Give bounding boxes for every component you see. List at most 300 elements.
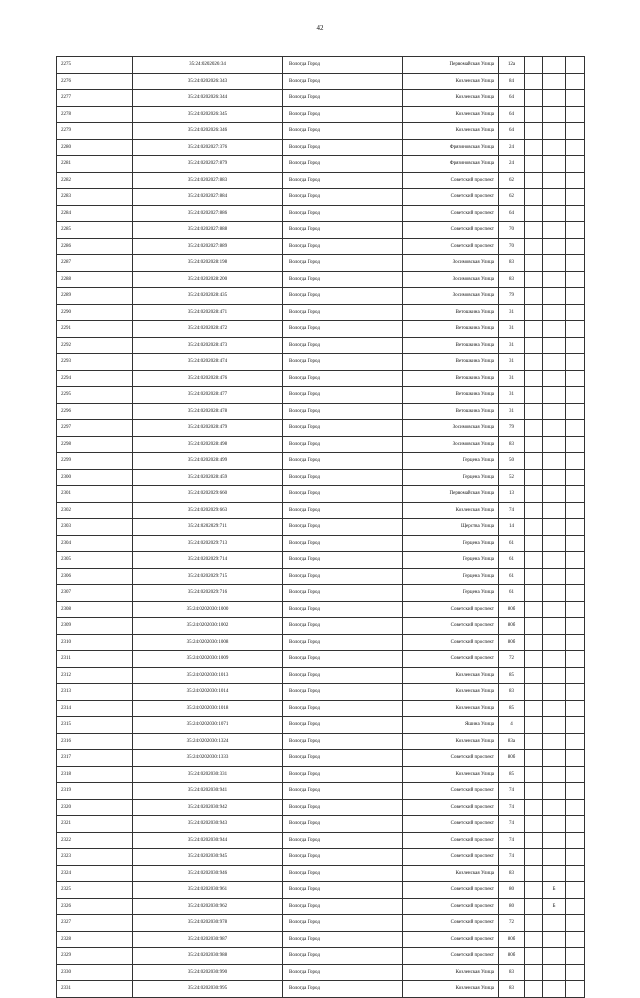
building-cell	[525, 519, 543, 536]
street-cell: Герцена Улица	[403, 568, 499, 585]
cadastral-number-cell: 35:24:0202030:331	[133, 766, 283, 783]
letter-cell	[543, 321, 566, 338]
cadastral-number-cell: 35:24:0202029:714	[133, 552, 283, 569]
street-cell: Козленская Улица	[403, 981, 499, 998]
building-cell	[525, 733, 543, 750]
house-number-cell: 80б	[499, 618, 525, 635]
building-cell	[525, 700, 543, 717]
building-cell	[525, 816, 543, 833]
house-number-cell: 70	[499, 238, 525, 255]
record-number-cell: 2302	[57, 502, 133, 519]
letter-cell	[543, 700, 566, 717]
apartment-cell	[566, 156, 585, 173]
letter-cell: Б	[543, 898, 566, 915]
record-number-cell: 2296	[57, 403, 133, 420]
apartment-cell	[566, 57, 585, 74]
cadastral-number-cell: 35:24:0202028:472	[133, 321, 283, 338]
city-cell: Вологда Город	[283, 799, 403, 816]
letter-cell	[543, 783, 566, 800]
apartment-cell	[566, 106, 585, 123]
apartment-cell	[566, 90, 585, 107]
street-cell: Советский проспект	[403, 783, 499, 800]
house-number-cell: 72	[499, 915, 525, 932]
house-number-cell: 80	[499, 898, 525, 915]
house-number-cell: 83	[499, 255, 525, 272]
house-number-cell: 83	[499, 271, 525, 288]
building-cell	[525, 915, 543, 932]
table-row	[57, 453, 585, 470]
letter-cell	[543, 139, 566, 156]
table-row	[57, 436, 585, 453]
apartment-cell	[566, 568, 585, 585]
city-cell: Вологда Город	[283, 898, 403, 915]
street-cell: Советский проспект	[403, 832, 499, 849]
cadastral-number-cell: 35:24:0202030:1000	[133, 601, 283, 618]
record-number-cell: 2331	[57, 981, 133, 998]
apartment-cell	[566, 123, 585, 140]
cadastral-number-cell: 35:24:0202030:942	[133, 799, 283, 816]
house-number-cell: 13	[499, 486, 525, 503]
cadastral-number-cell: 35:24:0202030:987	[133, 931, 283, 948]
apartment-cell	[566, 370, 585, 387]
house-number-cell: 70	[499, 222, 525, 239]
house-number-cell: 80б	[499, 634, 525, 651]
building-cell	[525, 585, 543, 602]
table-row	[57, 535, 585, 552]
building-cell	[525, 486, 543, 503]
city-cell: Вологда Город	[283, 849, 403, 866]
house-number-cell: 85	[499, 766, 525, 783]
record-number-cell: 2287	[57, 255, 133, 272]
street-cell: Советский проспект	[403, 651, 499, 668]
record-number-cell: 2276	[57, 73, 133, 90]
page-number: 42	[316, 24, 324, 32]
letter-cell	[543, 717, 566, 734]
street-cell: Козленская Улица	[403, 964, 499, 981]
letter-cell	[543, 651, 566, 668]
table-row	[57, 799, 585, 816]
letter-cell	[543, 684, 566, 701]
record-number-cell: 2280	[57, 139, 133, 156]
cadastral-number-cell: 35:24:0202028:478	[133, 403, 283, 420]
letter-cell	[543, 799, 566, 816]
cadastral-number-cell: 35:24:0202030:944	[133, 832, 283, 849]
record-number-cell: 2318	[57, 766, 133, 783]
street-cell: Советский проспект	[403, 931, 499, 948]
street-cell: Козленская Улица	[403, 733, 499, 750]
apartment-cell	[566, 205, 585, 222]
building-cell	[525, 189, 543, 206]
street-cell: Советский проспект	[403, 205, 499, 222]
cadastral-number-cell: 35:24:0202028:479	[133, 420, 283, 437]
table-row	[57, 189, 585, 206]
house-number-cell: 62	[499, 189, 525, 206]
record-number-cell: 2309	[57, 618, 133, 635]
record-number-cell: 2313	[57, 684, 133, 701]
house-number-cell: 61	[499, 585, 525, 602]
building-cell	[525, 634, 543, 651]
house-number-cell: 61	[499, 535, 525, 552]
cadastral-number-cell: 35:24:0202028:498	[133, 436, 283, 453]
cadastral-number-cell: 35:24:0202030:988	[133, 948, 283, 965]
city-cell: Вологда Город	[283, 552, 403, 569]
house-number-cell: 14	[499, 519, 525, 536]
house-number-cell: 79	[499, 420, 525, 437]
building-cell	[525, 304, 543, 321]
apartment-cell	[566, 915, 585, 932]
apartment-cell	[566, 601, 585, 618]
building-cell	[525, 502, 543, 519]
cadastral-number-cell: 35:24:0202026:343	[133, 73, 283, 90]
record-number-cell: 2323	[57, 849, 133, 866]
table-row	[57, 205, 585, 222]
table-row	[57, 882, 585, 899]
house-number-cell: 85	[499, 667, 525, 684]
house-number-cell: 80б	[499, 948, 525, 965]
apartment-cell	[566, 172, 585, 189]
table-row	[57, 271, 585, 288]
street-cell: Ветошкина Улица	[403, 321, 499, 338]
apartment-cell	[566, 552, 585, 569]
record-number-cell: 2312	[57, 667, 133, 684]
building-cell	[525, 601, 543, 618]
cadastral-number-cell: 35:24:0202026:346	[133, 123, 283, 140]
street-cell: Козленская Улица	[403, 123, 499, 140]
table-row	[57, 733, 585, 750]
cadastral-number-cell: 35:24:0202027:376	[133, 139, 283, 156]
table-row	[57, 898, 585, 915]
house-number-cell: 31	[499, 321, 525, 338]
letter-cell	[543, 667, 566, 684]
apartment-cell	[566, 519, 585, 536]
apartment-cell	[566, 931, 585, 948]
street-cell: Советский проспект	[403, 172, 499, 189]
table-row	[57, 981, 585, 998]
street-cell: Козленская Улица	[403, 106, 499, 123]
letter-cell	[543, 931, 566, 948]
cadastral-number-cell: 35:24:0202027:879	[133, 156, 283, 173]
letter-cell	[543, 766, 566, 783]
building-cell	[525, 535, 543, 552]
apartment-cell	[566, 354, 585, 371]
table-row	[57, 156, 585, 173]
cadastral-number-cell: 35:24:0202029:663	[133, 502, 283, 519]
letter-cell	[543, 189, 566, 206]
house-number-cell: 74	[499, 799, 525, 816]
city-cell: Вологда Город	[283, 618, 403, 635]
apartment-cell	[566, 948, 585, 965]
building-cell	[525, 321, 543, 338]
city-cell: Вологда Город	[283, 139, 403, 156]
record-number-cell: 2321	[57, 816, 133, 833]
house-number-cell: 31	[499, 337, 525, 354]
street-cell: Ветошкина Улица	[403, 403, 499, 420]
apartment-cell	[566, 222, 585, 239]
letter-cell	[543, 502, 566, 519]
letter-cell	[543, 222, 566, 239]
apartment-cell	[566, 73, 585, 90]
house-number-cell: 79	[499, 288, 525, 305]
cadastral-number-cell: 35:24:0202029:713	[133, 535, 283, 552]
record-number-cell: 2294	[57, 370, 133, 387]
building-cell	[525, 139, 543, 156]
cadastral-number-cell: 35:24:0202026:345	[133, 106, 283, 123]
record-number-cell: 2277	[57, 90, 133, 107]
city-cell: Вологда Город	[283, 403, 403, 420]
building-cell	[525, 931, 543, 948]
cadastral-number-cell: 35:24:0202029:711	[133, 519, 283, 536]
street-cell: Советский проспект	[403, 238, 499, 255]
city-cell: Вологда Город	[283, 882, 403, 899]
apartment-cell	[566, 618, 585, 635]
cadastral-number-cell: 35:24:0202030:941	[133, 783, 283, 800]
record-number-cell: 2298	[57, 436, 133, 453]
street-cell: Советский проспект	[403, 915, 499, 932]
table-row	[57, 387, 585, 404]
cadastral-number-cell: 35:24:0202028:459	[133, 469, 283, 486]
record-number-cell: 2292	[57, 337, 133, 354]
building-cell	[525, 387, 543, 404]
table-row	[57, 90, 585, 107]
building-cell	[525, 651, 543, 668]
table-row	[57, 700, 585, 717]
table-row	[57, 106, 585, 123]
cadastral-number-cell: 35:24:0202030:995	[133, 981, 283, 998]
city-cell: Вологда Город	[283, 684, 403, 701]
house-number-cell: 83	[499, 865, 525, 882]
table-row	[57, 766, 585, 783]
city-cell: Вологда Город	[283, 90, 403, 107]
city-cell: Вологда Город	[283, 271, 403, 288]
city-cell: Вологда Город	[283, 486, 403, 503]
building-cell	[525, 403, 543, 420]
letter-cell	[543, 255, 566, 272]
street-cell: Козленская Улица	[403, 766, 499, 783]
table-row	[57, 585, 585, 602]
table-row	[57, 849, 585, 866]
record-number-cell: 2286	[57, 238, 133, 255]
house-number-cell: 12а	[499, 57, 525, 74]
table-row	[57, 238, 585, 255]
apartment-cell	[566, 634, 585, 651]
house-number-cell: 24	[499, 156, 525, 173]
house-number-cell: 72	[499, 651, 525, 668]
building-cell	[525, 964, 543, 981]
cadastral-number-cell: 35:24:0202030:946	[133, 865, 283, 882]
letter-cell	[543, 519, 566, 536]
city-cell: Вологда Город	[283, 717, 403, 734]
record-number-cell: 2307	[57, 585, 133, 602]
apartment-cell	[566, 255, 585, 272]
record-number-cell: 2314	[57, 700, 133, 717]
record-number-cell: 2328	[57, 931, 133, 948]
street-cell: Советский проспект	[403, 799, 499, 816]
letter-cell	[543, 387, 566, 404]
city-cell: Вологда Город	[283, 865, 403, 882]
table-row	[57, 684, 585, 701]
apartment-cell	[566, 733, 585, 750]
table-row	[57, 502, 585, 519]
building-cell	[525, 849, 543, 866]
building-cell	[525, 271, 543, 288]
building-cell	[525, 172, 543, 189]
city-cell: Вологда Город	[283, 535, 403, 552]
city-cell: Вологда Город	[283, 106, 403, 123]
table-row	[57, 915, 585, 932]
table-row	[57, 403, 585, 420]
building-cell	[525, 783, 543, 800]
building-cell	[525, 750, 543, 767]
building-cell	[525, 156, 543, 173]
cadastral-number-cell: 35:24:0202030:1014	[133, 684, 283, 701]
apartment-cell	[566, 717, 585, 734]
cadastral-number-cell: 35:24:0202028:200	[133, 271, 283, 288]
letter-cell	[543, 849, 566, 866]
house-number-cell: 64	[499, 123, 525, 140]
city-cell: Вологда Город	[283, 436, 403, 453]
letter-cell	[543, 90, 566, 107]
building-cell	[525, 123, 543, 140]
apartment-cell	[566, 304, 585, 321]
building-cell	[525, 420, 543, 437]
building-cell	[525, 255, 543, 272]
apartment-cell	[566, 288, 585, 305]
building-cell	[525, 288, 543, 305]
street-cell: Зосимовская Улица	[403, 255, 499, 272]
letter-cell	[543, 288, 566, 305]
table-row	[57, 123, 585, 140]
record-number-cell: 2279	[57, 123, 133, 140]
house-number-cell: 74	[499, 783, 525, 800]
house-number-cell: 64	[499, 90, 525, 107]
building-cell	[525, 354, 543, 371]
letter-cell	[543, 354, 566, 371]
cadastral-number-cell: 35:24:0202028:473	[133, 337, 283, 354]
building-cell	[525, 57, 543, 74]
table-row	[57, 288, 585, 305]
table-row	[57, 469, 585, 486]
table-row	[57, 667, 585, 684]
apartment-cell	[566, 403, 585, 420]
cadastral-number-cell: 35:24:0202028:198	[133, 255, 283, 272]
apartment-cell	[566, 139, 585, 156]
street-cell: Ветошкина Улица	[403, 354, 499, 371]
city-cell: Вологда Город	[283, 667, 403, 684]
table-row	[57, 73, 585, 90]
apartment-cell	[566, 667, 585, 684]
street-cell: Герцена Улица	[403, 552, 499, 569]
apartment-cell	[566, 849, 585, 866]
house-number-cell: 83	[499, 684, 525, 701]
table-row	[57, 832, 585, 849]
record-number-cell: 2325	[57, 882, 133, 899]
city-cell: Вологда Город	[283, 337, 403, 354]
record-number-cell: 2290	[57, 304, 133, 321]
street-cell: Герцена Улица	[403, 585, 499, 602]
building-cell	[525, 238, 543, 255]
apartment-cell	[566, 585, 585, 602]
house-number-cell: 62	[499, 172, 525, 189]
city-cell: Вологда Город	[283, 354, 403, 371]
letter-cell	[543, 172, 566, 189]
house-number-cell: 83	[499, 436, 525, 453]
house-number-cell: 83	[499, 964, 525, 981]
letter-cell	[543, 271, 566, 288]
building-cell	[525, 106, 543, 123]
letter-cell	[543, 832, 566, 849]
apartment-cell	[566, 700, 585, 717]
building-cell	[525, 552, 543, 569]
city-cell: Вологда Город	[283, 205, 403, 222]
building-cell	[525, 882, 543, 899]
house-number-cell: 74	[499, 816, 525, 833]
building-cell	[525, 222, 543, 239]
cadastral-number-cell: 35:24:0202029:715	[133, 568, 283, 585]
building-cell	[525, 948, 543, 965]
city-cell: Вологда Город	[283, 585, 403, 602]
table-row	[57, 321, 585, 338]
record-number-cell: 2327	[57, 915, 133, 932]
apartment-cell	[566, 271, 585, 288]
city-cell: Вологда Город	[283, 634, 403, 651]
cadastral-number-cell: 35:24:0202030:1333	[133, 750, 283, 767]
letter-cell	[543, 238, 566, 255]
apartment-cell	[566, 337, 585, 354]
record-number-cell: 2322	[57, 832, 133, 849]
letter-cell	[543, 865, 566, 882]
apartment-cell	[566, 321, 585, 338]
building-cell	[525, 469, 543, 486]
record-number-cell: 2285	[57, 222, 133, 239]
registry-table	[56, 56, 585, 998]
house-number-cell: 50	[499, 453, 525, 470]
street-cell: Козленская Улица	[403, 502, 499, 519]
apartment-cell	[566, 783, 585, 800]
record-number-cell: 2289	[57, 288, 133, 305]
record-number-cell: 2283	[57, 189, 133, 206]
street-cell: Ветошкина Улица	[403, 370, 499, 387]
city-cell: Вологда Город	[283, 519, 403, 536]
letter-cell	[543, 948, 566, 965]
record-number-cell: 2306	[57, 568, 133, 585]
cadastral-number-cell: 35:24:0202029:716	[133, 585, 283, 602]
table-row	[57, 816, 585, 833]
city-cell: Вологда Город	[283, 783, 403, 800]
letter-cell	[543, 601, 566, 618]
street-cell: Советский проспект	[403, 849, 499, 866]
cadastral-number-cell: 35:24:0202027:886	[133, 205, 283, 222]
apartment-cell	[566, 535, 585, 552]
table-row	[57, 552, 585, 569]
house-number-cell: 80б	[499, 601, 525, 618]
city-cell: Вологда Город	[283, 370, 403, 387]
street-cell: Зосимовская Улица	[403, 288, 499, 305]
house-number-cell: 84	[499, 73, 525, 90]
table-row	[57, 865, 585, 882]
apartment-cell	[566, 816, 585, 833]
table-body	[57, 57, 585, 998]
cadastral-number-cell: 35:24:0202030:962	[133, 898, 283, 915]
building-cell	[525, 90, 543, 107]
record-number-cell: 2299	[57, 453, 133, 470]
letter-cell	[543, 981, 566, 998]
street-cell: Советский проспект	[403, 750, 499, 767]
apartment-cell	[566, 898, 585, 915]
letter-cell	[543, 205, 566, 222]
city-cell: Вологда Город	[283, 931, 403, 948]
street-cell: Герцена Улица	[403, 535, 499, 552]
city-cell: Вологда Город	[283, 651, 403, 668]
